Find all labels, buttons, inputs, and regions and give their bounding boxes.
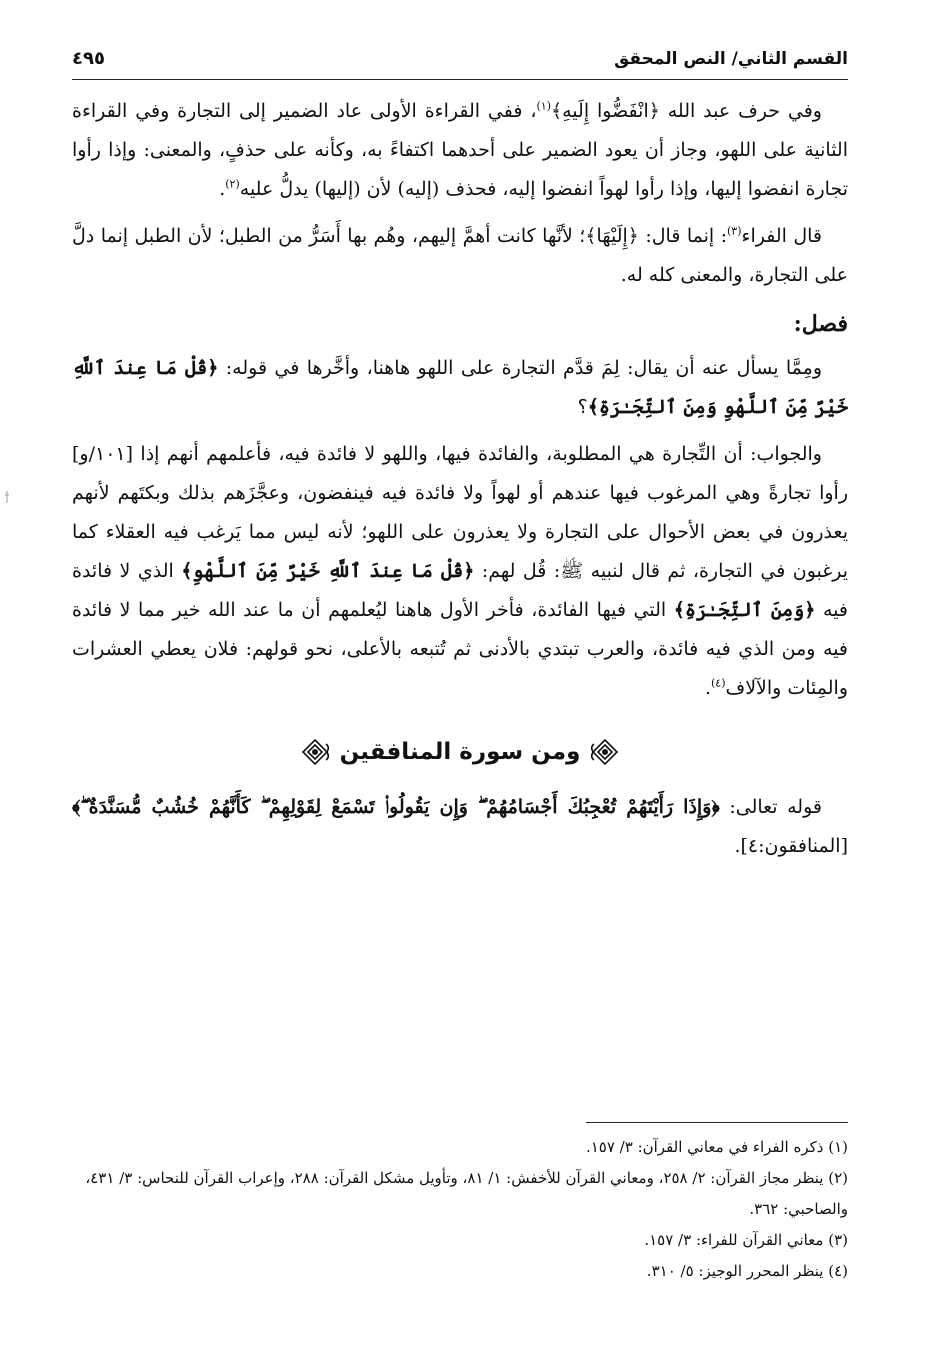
footnote-item: (٣) معاني القرآن للفراء: ٣/ ١٥٧.: [644, 1231, 848, 1249]
paragraph-1-text-b: ، ففي القراءة الأولى عاد الضمير إلى التجارة وفي القراءة الثانية على اللهو، وجاز أن يعود الضمير على أحدهما اكتفاءً به، وكأنه على حذفٍ، والمعنى: وإذا رأوا تجارة انفضوا إليها، وإذا رأوا لهواً انفضوا إليه، فحذف (إليه) لأن (إليها) يدلُّ عليه: [72, 100, 848, 200]
paragraph-2-text-b: : إنما قال: ﴿إِلَيْهَا﴾؛ لأنَّها كانت أهمَّ إليهم، وهُم بها أَسَرُّ من الطبل؛ لأن الطبل إنما دلَّ على التجارة، والمعنى كله له.: [72, 225, 848, 286]
main-text: [72, 92, 848, 866]
margin-mark: [4, 490, 10, 504]
footnote-ref-1[interactable]: (١): [536, 99, 551, 113]
footnote-item: (١) ذكره الفراء في معاني القرآن: ٣/ ١٥٧.: [585, 1138, 848, 1156]
paragraph-3-text-a: ومِمَّا يسأل عنه أن يقال: لِمَ قدَّم التجارة على اللهو هاهنا، وأخَّرها في قوله:: [218, 357, 822, 379]
page-number: ٤٩٥: [72, 48, 105, 69]
arabesque-ornament-icon: [300, 737, 330, 767]
paragraph-4-text-a: والجواب: أن التِّجارة هي المطلوبة، والفائدة فيها، واللهو لا فائدة فيه، فأعلمهم أنهم إذا [١٠١/و] رأوا تجارةً وهي المرغوب فيها عندهم أو لهواً ولا فائدة فيه فينفضون، وعجَّزَهم بذلك وبكتَهم لأنهم يعذرون في بعض الأحوال على التجارة ولا يعذرون على اللهو؛ لأنه ليس مما يَرغب فيه العقلاء كما يرغبون في التجارة، ثم قال لنبيه ﷺ: قُل لهم:: [72, 443, 848, 582]
running-header-title: القسم الثاني/ النص المحقق: [614, 49, 848, 69]
quran-verse: ﴿قُلْ مَا عِندَ ٱللَّهِ خَيْرٌ مِّنَ ٱللَّهْوِ﴾: [181, 560, 475, 582]
footnote-item: (٢) ينظر مجاز القرآن: ٢/ ٢٥٨، ومعاني القرآن للأخفش: ١/ ٨١، وتأويل مشكل القرآن: ٢٨٨، وإعراب القرآن للنحاس: ٣/ ٤٣١، والصاحبي: ٣٦٢.: [85, 1169, 848, 1218]
paragraph-4-text-c: التي فيها الفائدة، فأخر الأول هاهنا ليُعلمهم أن ما عند الله خير مما لا فائدة فيه ومن الذي فيه فائدة، والعرب تبتدي بالأدنى ثم تُتبعه بالأعلى، نحو قولهم: فلان يعطي العشرات والمِئات والآلاف: [72, 599, 848, 699]
surah-heading: [72, 722, 848, 782]
paragraph-2: [72, 217, 848, 295]
paragraph-2-text-a: قال الفراء: [741, 225, 822, 247]
paragraph-1: [72, 92, 848, 209]
paragraph-4-text-b: الذي لا فائدة فيه: [72, 560, 848, 621]
paragraph-1-text-a: وفي حرف عبد الله ﴿انْفَضُّوا إِلَيهِ﴾: [550, 100, 822, 122]
quran-verse: ﴿وَمِنَ ٱلتِّجَـٰرَةِ﴾: [673, 599, 816, 621]
paragraph-4: [72, 435, 848, 708]
paragraph-1-text-c: .: [219, 178, 226, 200]
footnote-ref-2[interactable]: (٢): [225, 177, 240, 191]
paragraph-5: [72, 788, 848, 866]
paragraph-4-text-d: .: [704, 677, 711, 699]
surah-title: ومن سورة المنافقين: [339, 738, 581, 765]
footnote-item: (٤) ينظر المحرر الوجيز: ٥/ ٣١٠.: [646, 1262, 848, 1280]
footnote-ref-4[interactable]: (٤): [710, 676, 726, 690]
footnote-divider: [586, 1122, 848, 1123]
paragraph-5-text-b: [المنافقون:٤].: [734, 835, 848, 857]
section-heading: فصل:: [793, 311, 848, 337]
quran-verse: ﴿وَإِذَا رَأَيْتَهُمْ تُعْجِبُكَ أَجْسَامُهُمْ ۖ وَإِن يَقُولُوا۟ تَسْمَعْ لِقَوْلِهِمْ ۖ كَأَنَّهُمْ خُشُبٌ مُّسَنَّدَةٌ ۖ﴾: [72, 796, 720, 818]
footnote-ref-3[interactable]: (٣): [727, 224, 742, 238]
quran-verse: ﴿قُلْ مَا عِندَ ٱللَّهِ خَيْرٌ مِّنَ ٱللَّهْوِ وَمِنَ ٱلتِّجَـٰرَةِ﴾: [72, 357, 848, 418]
paragraph-5-text-a: قوله تعالى:: [719, 796, 822, 818]
running-header: [72, 44, 848, 78]
arabesque-ornament-icon: [590, 737, 620, 767]
footnotes: [72, 1132, 848, 1287]
header-divider: [72, 79, 848, 80]
paragraph-3-text-b: ؟: [577, 396, 588, 418]
paragraph-3: [72, 349, 848, 427]
